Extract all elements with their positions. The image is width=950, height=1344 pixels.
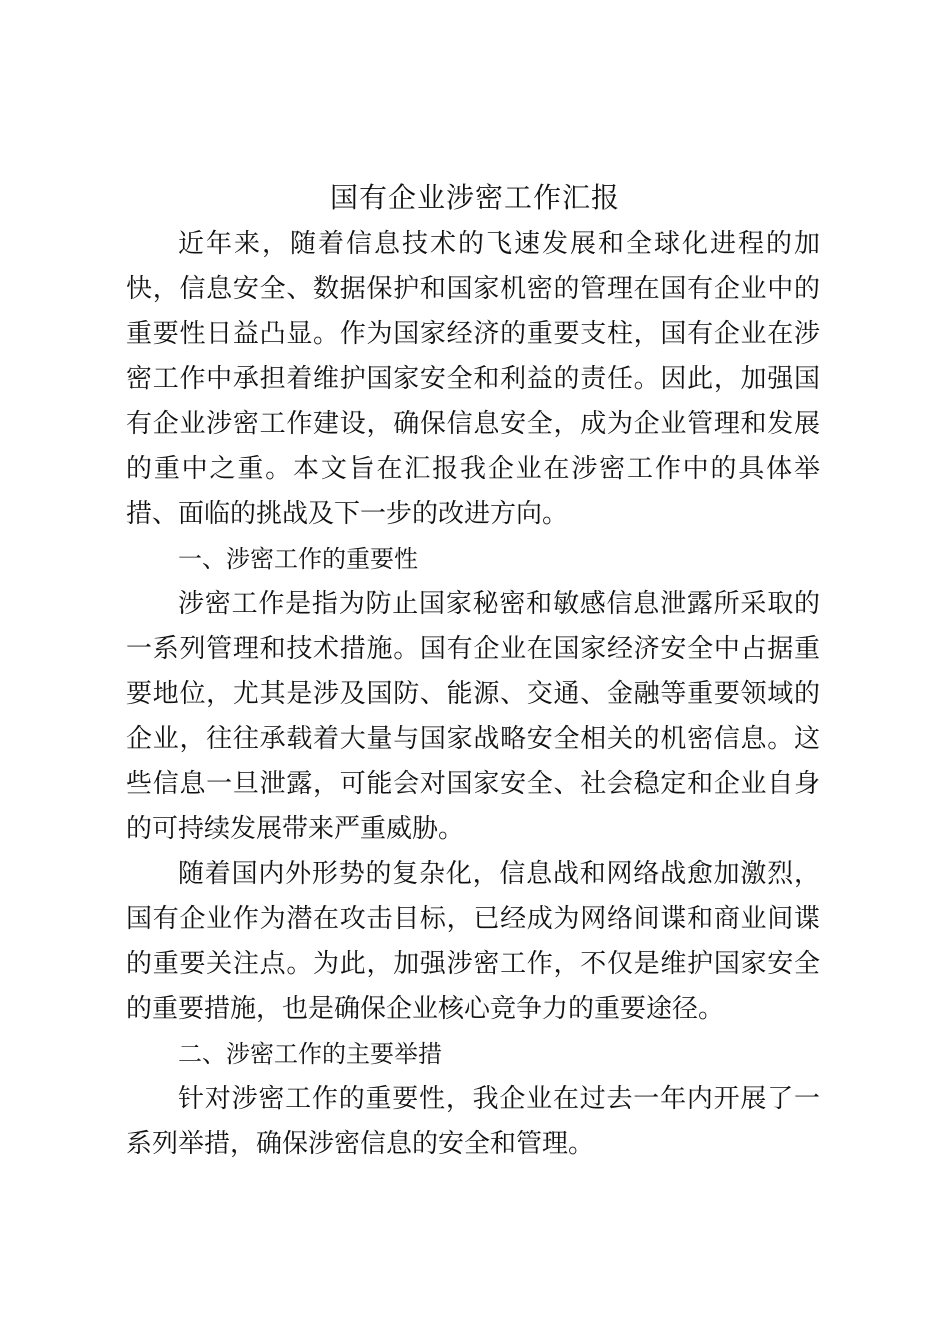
body-paragraph: 涉密工作是指为防止国家秘密和敏感信息泄露所采取的一系列管理和技术措施。国有企业在国家经济安全中占据重要地位，尤其是涉及国防、能源、交通、金融等重要领域的企业，往往承载着大量与国家战略安全相关的机密信息。这些信息一旦泄露，可能会对国家安全、社会稳定和企业自身的可持续发展带来严重威胁。 bbox=[126, 589, 820, 844]
intro-paragraph: 近年来，随着信息技术的飞速发展和全球化进程的加快，信息安全、数据保护和国家机密的管理在国有企业中的重要性日益凸显。作为国家经济的重要支柱，国有企业在涉密工作中承担着维护国家安全和利益的责任。因此，加强国有企业涉密工作建设，确保信息安全，成为企业管理和发展的重中之重。本文旨在汇报我企业在涉密工作中的具体举措、面临的挑战及下一步的改进方向。 bbox=[126, 229, 820, 529]
document-title: 国有企业涉密工作汇报 bbox=[329, 181, 620, 214]
body-paragraph: 针对涉密工作的重要性，我企业在过去一年内开展了一系列举措，确保涉密信息的安全和管理。 bbox=[126, 1084, 820, 1159]
section-heading-importance: 一、涉密工作的重要性 bbox=[178, 545, 418, 573]
body-paragraph: 随着国内外形势的复杂化，信息战和网络战愈加激烈，国有企业作为潜在攻击目标，已经成为网络间谍和商业间谍的重要关注点。为此，加强涉密工作，不仅是维护国家安全的重要措施，也是确保企业核心竞争力的重要途径。 bbox=[126, 859, 820, 1024]
section-heading-measures: 二、涉密工作的主要举措 bbox=[178, 1040, 442, 1068]
document-body bbox=[126, 222, 820, 1167]
